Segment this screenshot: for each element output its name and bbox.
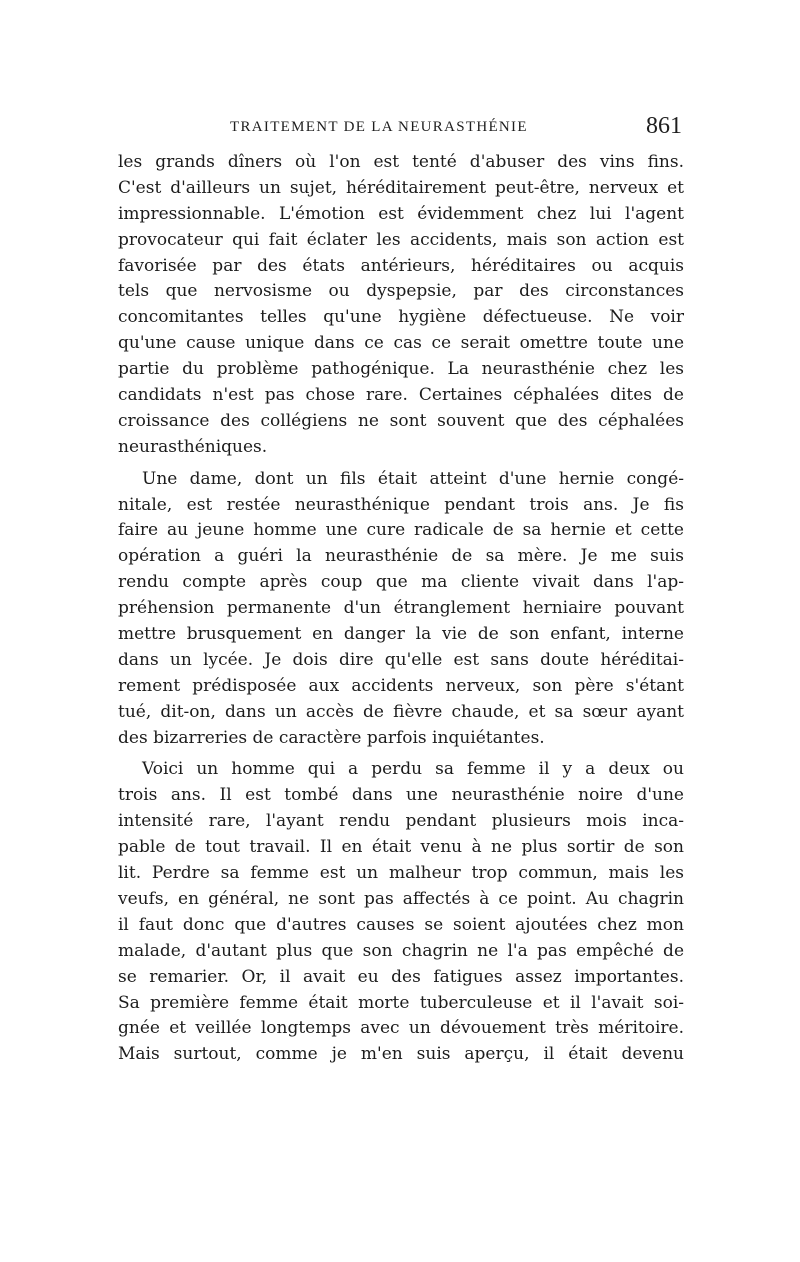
text-line: dans un lycée. Je dois dire qu'elle est sans doute héréditai- [118,649,684,670]
text-line: gnée et veillée longtemps avec un dévouement très méritoire. [118,1018,684,1039]
text-line: faire au jeune homme une cure radicale de sa hernie et cette [118,520,684,541]
text-line: intensité rare, l'ayant rendu pendant plusieurs mois inca- [118,811,684,832]
text-line: concomitantes telles qu'une hygiène défectueuse. Ne voir [118,307,684,328]
text-line: mettre brusquement en danger la vie de son enfant, interne [118,624,684,645]
text-line: il faut donc que d'autres causes se soient ajoutées chez mon [118,914,684,935]
text-line: pable de tout travail. Il en était venu à ne plus sortir de son [118,837,684,858]
body-text [118,150,684,1068]
running-title: TRAITEMENT DE LA NEURASTHÉNIE [230,119,528,135]
paragraph-2 [118,467,684,752]
text-line: favorisée par des états antérieurs, héréditaires ou acquis [118,255,684,276]
text-line: malade, d'autant plus que son chagrin ne l'a pas empêché de [118,940,684,961]
text-line: tué, dit-on, dans un accès de fièvre chaude, et sa sœur ayant [118,701,684,722]
text-line: préhension permanente d'un étranglement herniaire pouvant [118,598,684,619]
text-line: Mais surtout, comme je m'en suis aperçu, il était devenu [118,1044,684,1065]
page-number: 861 [646,113,682,139]
text-line: les grands dîners où l'on est tenté d'abuser des vins fins. [118,152,684,172]
paragraph-3 [118,757,684,1068]
text-line: trois ans. Il est tombé dans une neurasthénie noire d'une [118,785,684,806]
text-line: lit. Perdre sa femme est un malheur trop commun, mais les [118,863,684,884]
text-line: C'est d'ailleurs un sujet, héréditairement peut-être, nerveux et [118,177,684,198]
text-line: nitale, est restée neurasthénique pendant trois ans. Je fis [118,494,684,515]
text-line: opération a guéri la neurasthénie de sa mère. Je me suis [118,546,684,567]
text-line: rement prédisposée aux accidents nerveux, son père s'étant [118,675,684,696]
text-line: neurasthéniques. [118,436,268,457]
text-line: se remarier. Or, il avait eu des fatigues assez importantes. [118,966,684,987]
text-line: Sa première femme était morte tuberculeuse et il l'avait soi- [118,992,684,1013]
running-header [120,113,682,142]
text-line: Voici un homme qui a perdu sa femme il y a deux ou [142,759,684,780]
text-line: des bizarreries de caractère parfois inquiétantes. [118,727,545,748]
text-line: partie du problème pathogénique. La neurasthénie chez les [118,359,684,380]
text-line: provocateur qui fait éclater les accidents, mais son action est [118,229,684,250]
text-line: rendu compte après coup que ma cliente vivait dans l'ap- [118,572,684,593]
text-line: qu'une cause unique dans ce cas ce serait omettre toute une [118,333,684,354]
paragraph-1 [118,150,684,461]
text-line: croissance des collégiens ne sont souvent que des céphalées [118,410,684,431]
text-line: impressionnable. L'émotion est évidemment chez lui l'agent [118,203,684,224]
text-line: veufs, en général, ne sont pas affectés à ce point. Au chagrin [118,888,684,909]
text-line: Une dame, dont un fils était atteint d'une hernie congé- [142,468,684,489]
text-line: candidats n'est pas chose rare. Certaines céphalées dites de [118,385,684,406]
text-line: tels que nervosisme ou dyspepsie, par des circonstances [118,281,684,302]
